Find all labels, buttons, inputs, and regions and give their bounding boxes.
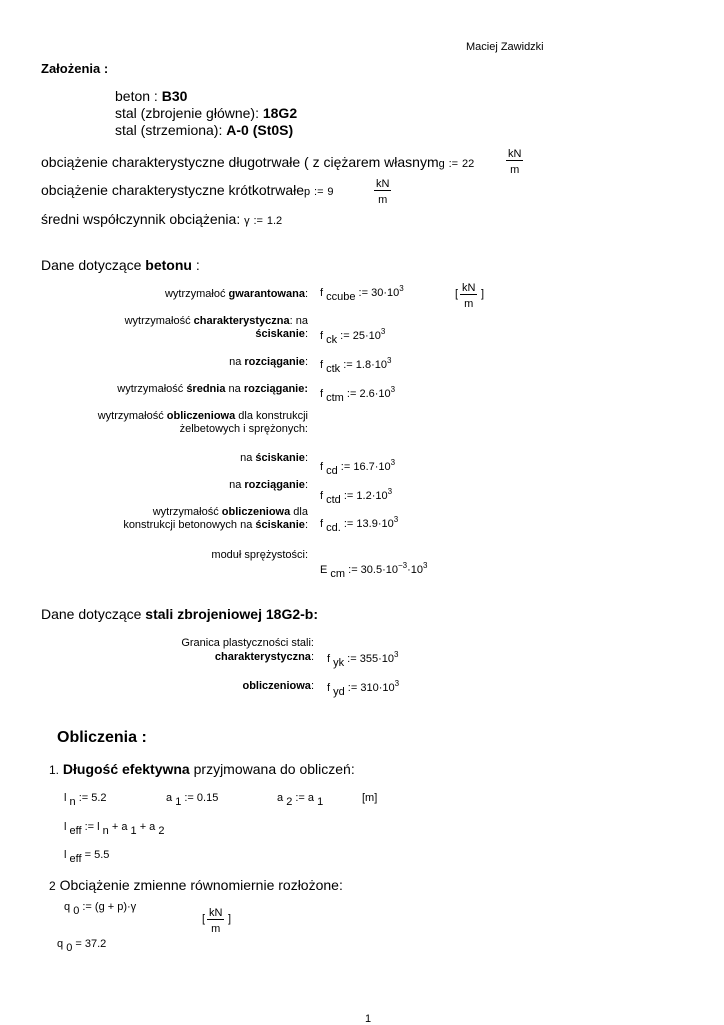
elastic-modulus-label: moduł sprężystości: — [211, 549, 308, 561]
concrete-heading: Dane dotyczące betonu : — [41, 257, 200, 273]
f-ctm-formula: f ctm := $2.6\cdot 10^3$ — [320, 385, 396, 404]
f-yd-formula: f yd := $310\cdot 10^3$ — [327, 679, 400, 698]
yield-design-label: obliczeniowa: — [242, 680, 314, 692]
assumptions-heading: Założenia : — [41, 61, 109, 76]
length-unit: [m] — [362, 792, 378, 804]
a2-formula: a 2 := a 1 — [277, 792, 324, 808]
f-ck-formula: f ck := $25\cdot 10^3$ — [320, 327, 386, 346]
q0-result: q 0 = 37.2 — [57, 938, 107, 954]
long-term-load-unit: $\frac{kN}{m}$ — [508, 148, 522, 176]
leff-formula: l eff := l n + a 1 + a 2 — [64, 821, 165, 837]
a1-formula: a 1 := 0.15 — [166, 792, 219, 808]
effective-length-heading: 1. Długość efektywna przyjmowana do obliczeń: — [49, 761, 355, 777]
distributed-load-heading: 2 Obciążenie zmienne równomiernie rozłożone: — [49, 877, 343, 893]
design-tension-label: na rozciąganie: — [229, 479, 308, 491]
f-ccube-formula: f ccube := $30\cdot 10^3$ — [320, 284, 404, 303]
characteristic-strength-label-2: ściskanie: — [255, 328, 308, 340]
long-term-load-row: obciążenie charakterystyczne długotrwałe ( z ciężarem własnymg := 22 — [41, 154, 475, 170]
yield-strength-label: Granica plastyczności stali: — [181, 637, 314, 649]
design-compression-label: na ściskanie: — [240, 452, 308, 464]
author-name: Maciej Zawidzki — [466, 41, 544, 53]
design-strength-label-2: żelbetowych i sprężonych: — [179, 423, 308, 435]
calculations-heading: Obliczenia : — [57, 729, 147, 746]
yield-characteristic-label: charakterystyczna: — [214, 651, 314, 663]
stirrup-steel-class: stal (strzemiona): A-0 (St0S) — [115, 122, 294, 138]
f-cd-formula: f cd := $16.7\cdot 10^3$ — [320, 458, 396, 477]
concrete-class: beton : B30 — [115, 88, 188, 104]
steel-heading: Dane dotyczące stali zbrojeniowej 18G2-b: — [41, 606, 318, 622]
e-cm-formula: E cm := $30.5\cdot 10^{-3}\cdot 10^3$ — [320, 561, 428, 580]
plain-concrete-strength-label-2: konstrukcji betonowych na ściskanie: — [123, 519, 308, 531]
f-ctd-formula: f ctd := $1.2\cdot 10^3$ — [320, 487, 393, 506]
guaranteed-strength-label: wytrzymałoć gwarantowana: — [164, 288, 308, 300]
main-steel-class: stal (zbrojenie główne): 18G2 — [115, 105, 298, 121]
load-factor-row: średni współczynnik obciążenia: γ := 1.2 — [41, 211, 283, 227]
design-strength-label-1: wytrzymałość obliczeniowa dla konstrukcji — [97, 410, 308, 422]
f-cd2-formula: f cd. := $13.9\cdot 10^3$ — [320, 515, 399, 534]
short-term-load-unit: $\frac{kN}{m}$ — [376, 178, 390, 206]
f-yk-formula: f yk := $355\cdot 10^3$ — [327, 650, 399, 669]
short-term-load-row: obciążenie charakterystyczne krótkotrwałep := 9 — [41, 182, 334, 198]
ln-formula: l n := 5.2 — [64, 792, 107, 808]
tensile-strength-label: na rozciąganie: — [229, 356, 308, 368]
q0-formula: q 0 := (g + p)·γ — [64, 901, 137, 917]
leff-result: l eff = 5.5 — [64, 849, 110, 865]
f-ctk-formula: f ctk := $1.8\cdot 10^3$ — [320, 356, 392, 375]
mean-strength-label: wytrzymałość średnia na rozciąganie: — [117, 383, 308, 395]
page-number: 1 — [365, 1013, 372, 1025]
characteristic-strength-label-1: wytrzymałość charakterystyczna: na — [124, 315, 308, 327]
plain-concrete-strength-label-1: wytrzymałość obliczeniowa dla — [152, 506, 308, 518]
